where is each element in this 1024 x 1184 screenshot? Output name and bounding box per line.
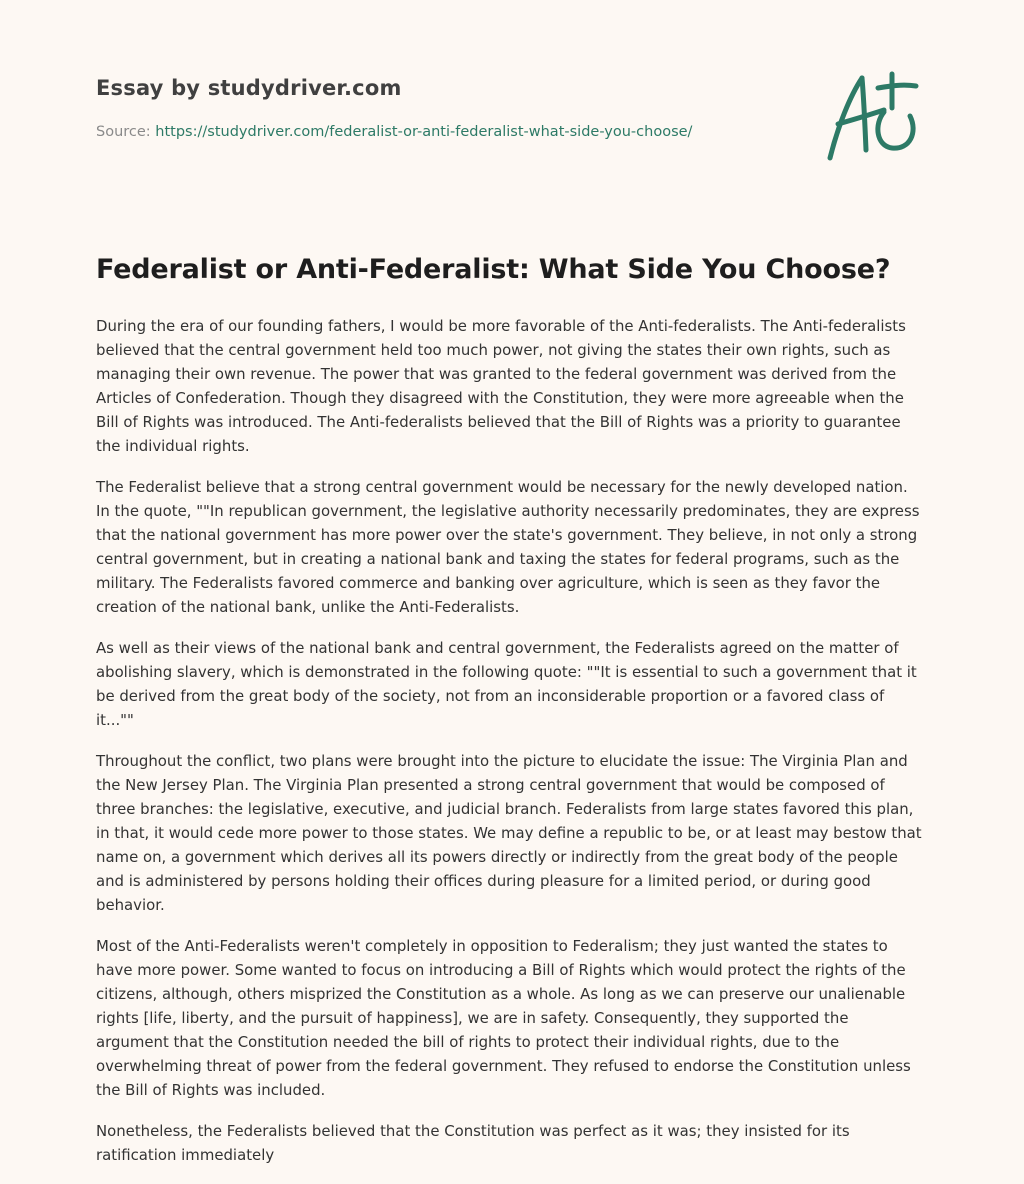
- essay-paragraph: During the era of our founding fathers, I would be more favorable of the Anti-federalists. The Anti-federalists believed that the central government held too much power, not giving the states their own rights, such as managing their own revenue. The power that was granted to the federal government was derived from the Articles of Confederation. Though they disagreed with the Constitution, they were more agreeable when the Bill of Rights was introduced. The Anti-federalists believed that the Bill of Rights was a priority to guarantee the individual rights.: [96, 317, 906, 455]
- source-label: Source:: [96, 124, 156, 140]
- site-brand: Essay by studydriver.com: [96, 76, 402, 100]
- essay-paragraph: As well as their views of the national bank and central government, the Federalists agreed on the matter of abolishing slavery, which is demonstrated in the following quote: ""It is essential to such a government that it be derived from the great body of the society, not from an inconsiderable proportion or a favored class of it..."": [96, 639, 917, 729]
- essay-paragraph: The Federalist believe that a strong central government would be necessary for the newly developed nation. In the quote, ""In republican government, the legislative authority necessarily predominates, they are express that the national government has more power over the state's government. They believe, in not only a strong central government, but in creating a national bank and taxing the states for federal programs, such as the military. The Federalists favored commerce and banking over agriculture, which is seen as they favor the creation of the national bank, unlike the Anti-Federalists.: [96, 478, 920, 616]
- a-plus-icon: [818, 66, 930, 166]
- source-line: [96, 124, 692, 140]
- essay-paragraph: Nonetheless, the Federalists believed that the Constitution was perfect as it was; they insisted for its ratification immediately: [96, 1122, 850, 1164]
- essay-title: Federalist or Anti-Federalist: What Side You Choose?: [96, 254, 891, 285]
- essay-body: [96, 314, 926, 1184]
- source-link[interactable]: https://studydriver.com/federalist-or-anti-federalist-what-side-you-choose/: [155, 124, 693, 140]
- essay-paragraph: Throughout the conflict, two plans were brought into the picture to elucidate the issue: The Virginia Plan and the New Jersey Plan. The Virginia Plan presented a strong central government that would be composed of three branches: the legislative, executive, and judicial branch. Federalists from large states favored this plan, in that, it would cede more power to those states. We may define a republic to be, or at least may bestow that name on, a government which derives all its powers directly or indirectly from the great body of the people and is administered by persons holding their offices during pleasure for a limited period, or during good behavior.: [96, 752, 922, 914]
- essay-paragraph: Most of the Anti-Federalists weren't completely in opposition to Federalism; they just wanted the states to have more power. Some wanted to focus on introducing a Bill of Rights which would protect the rights of the citizens, although, others misprized the Constitution as a whole. As long as we can preserve our unalienable rights [life, liberty, and the pursuit of happiness], we are in safety. Consequently, they supported the argument that the Constitution needed the bill of rights to protect their individual rights, due to the overwhelming threat of power from the federal government. They refused to endorse the Constitution unless the Bill of Rights was included.: [96, 937, 911, 1099]
